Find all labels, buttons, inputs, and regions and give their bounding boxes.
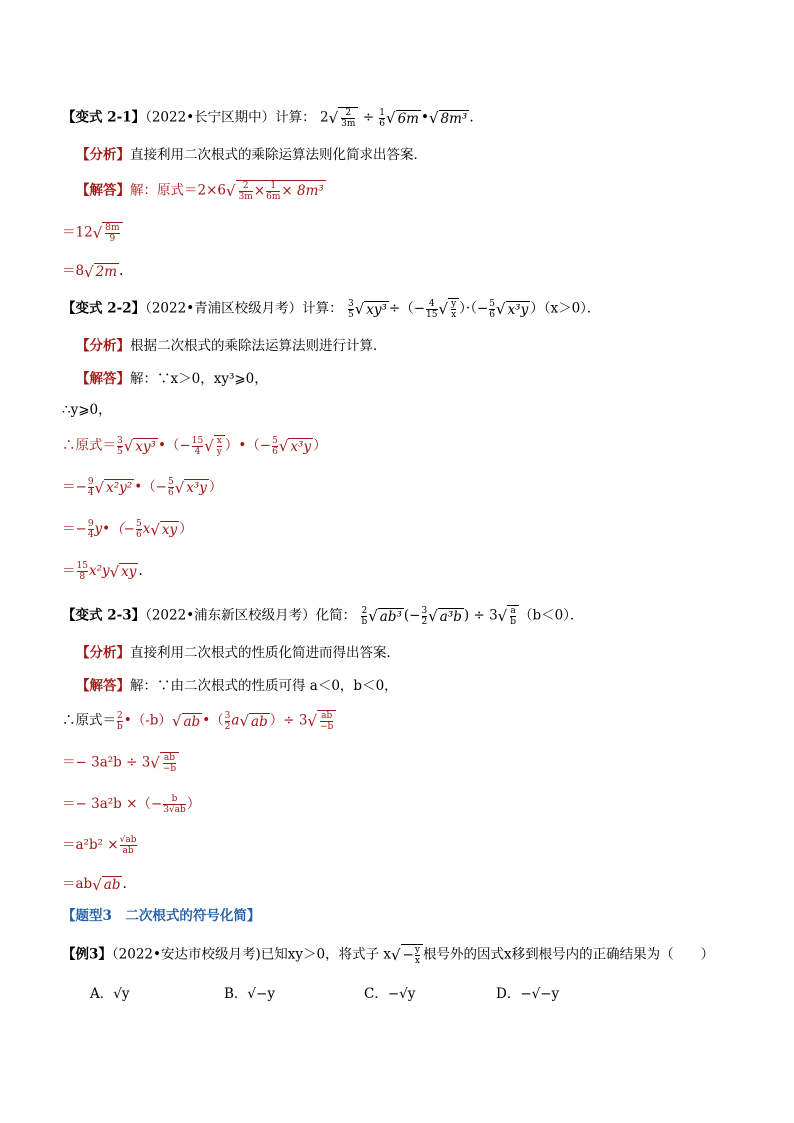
- answer-2-3-line4: ＝− 3a²b ×（− $\frac{b}{3√ab}$ ）: [62, 794, 201, 815]
- analysis-2-2: 【分析】根据二次根式的乘除法运算法则进行计算．: [76, 338, 387, 354]
- option-c[interactable]: C．−√y: [364, 986, 416, 1002]
- answer-2-3-line5: ＝a²b² × $\frac{√ab}{ab}$: [62, 835, 137, 856]
- variant-2-3-question: 【变式 2-3】（2022•浦东新区校级月考）化简： $\frac{2}{b}$ √ ab³ (− $\frac{3}{2}$ √ a³b ) ÷ 3√ $\frac{a}{b}$ （b＜0）．: [62, 605, 584, 627]
- option-b[interactable]: B．√−y: [224, 986, 275, 1002]
- variant-2-1-question: 【变式 2-1】（2022•长宁区期中）计算： 2√ $\frac{2}{3m}$ ÷ $\frac{1}{6}$ √ 6m •√ 8m³ .: [62, 107, 474, 129]
- section-title-type-3: 【题型3 二次根式的符号化简】: [62, 908, 261, 924]
- answer-2-2-line6: ＝ $\frac{15}{8}$ x²y√ xy .: [62, 561, 143, 582]
- example-3-question: 【例3】（2022•安达市校级月考)已知xy＞0，将式子 x√ − $\frac{y}{x}$ 根号外的因式x移到根号内的正确结果为（ ）: [62, 945, 715, 966]
- answer-2-3-line2: ∴原式＝ $\frac{2}{b}$ •（-b）√ ab •（ $\frac{3}{2}$ a√ ab ）÷ 3√ $\frac{ab}{-b}$: [62, 710, 336, 732]
- option-a[interactable]: A．√y: [90, 986, 130, 1002]
- analysis-2-3: 【分析】直接利用二次根式的性质化简进而得出答案．: [76, 645, 400, 661]
- answer-2-2-line4: ＝− $\frac{9}{4}$ √ x²y² •（− $\frac{5}{6}$ √ x³y ）: [62, 477, 223, 498]
- answer-2-3-line1: 【解答】解：∵由二次根式的性质可得 a＜0，b＜0，: [76, 678, 398, 694]
- answer-2-1-line2: ＝12√ $\frac{8m}{9}$: [62, 222, 123, 244]
- answer-2-2-line2: ∴y⩾0，: [62, 402, 112, 418]
- answer-2-3-line3: ＝− 3a²b ÷ 3√ $\frac{ab}{-b}$: [62, 752, 179, 774]
- answer-2-2-line5: ＝− $\frac{9}{4}$ y•（− $\frac{5}{6}$ x√ xy ）: [62, 519, 193, 540]
- answer-2-2-line3: ∴原式＝ $\frac{3}{5}$ √ xy³ •（− $\frac{15}{4}$ √ $\frac{x}{y}$ ）•（− $\frac{5}{6}$ √ x³y ）: [62, 435, 327, 457]
- answer-2-1-line3: ＝8√ 2m .: [62, 262, 124, 281]
- option-d[interactable]: D．−√−y: [496, 986, 560, 1002]
- analysis-2-1: 【分析】直接利用二次根式的乘除运算法则化简求出答案．: [76, 147, 427, 163]
- answer-2-3-line6: ＝ab√ ab .: [62, 875, 127, 894]
- answer-2-1-line1: 【解答】解：原式＝2×6√ $\frac{2}{3m}$ × $\frac{1}{6m}$ × 8m³: [76, 181, 324, 202]
- variant-2-2-question: 【变式 2-2】（2022•青浦区校级月考）计算： $\frac{3}{5}$ √ xy³ ÷（− $\frac{4}{15}$ √ $\frac{y}{x}$ ）·（− $\frac{5}{6}$ √ x³y ）（x＞0）．: [62, 298, 601, 320]
- answer-2-2-line1: 【解答】解：∵x＞0，xy³⩾0，: [76, 371, 268, 387]
